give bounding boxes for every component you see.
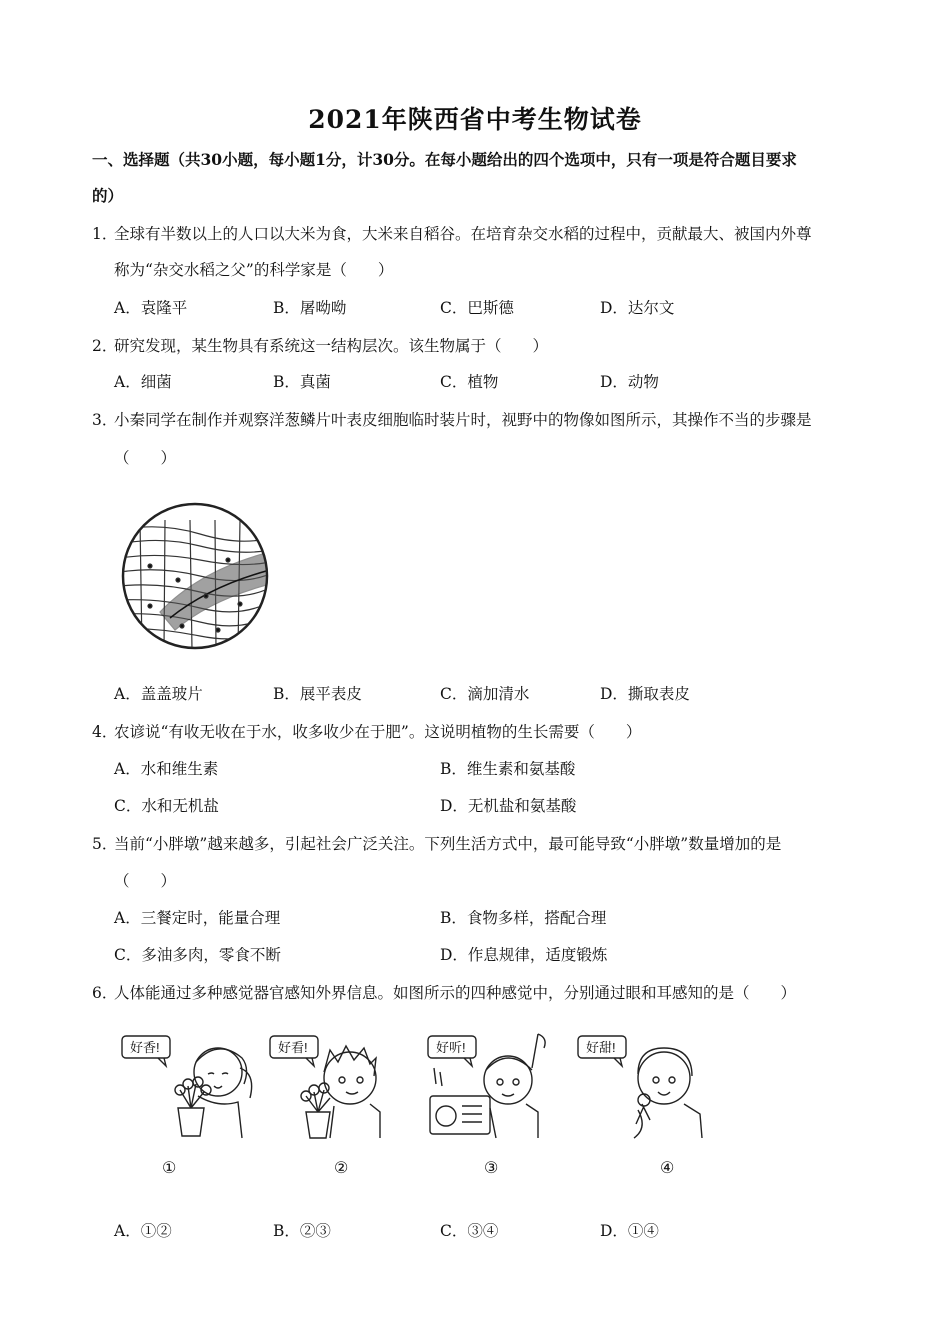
- question-text: 人体能通过多种感觉器官感知外界信息。如图所示的四种感觉中，分别通过眼和耳感知的是（ ）: [114, 984, 797, 1002]
- q1-option-a: A．袁隆平: [114, 299, 188, 317]
- figure-label-1: ①: [162, 1158, 177, 1177]
- bubble-text-1: 好香!: [130, 1040, 160, 1055]
- question-number: 4．: [92, 723, 118, 741]
- q5-option-d: D．作息规律，适度锻炼: [440, 946, 608, 964]
- question-5-stem-cont: （ ）: [114, 872, 177, 890]
- q5-option-b: B．食物多样，搭配合理: [440, 909, 607, 927]
- figure-label-2: ②: [334, 1158, 349, 1177]
- question-number: 2．: [92, 337, 118, 355]
- microscope-view-figure: [120, 500, 270, 652]
- q5-option-c: C．多油多肉，零食不断: [114, 946, 281, 964]
- q6-option-b: B．②③: [273, 1222, 331, 1240]
- senses-figure: [118, 1028, 708, 1143]
- question-number: 6．: [92, 984, 118, 1002]
- figure-label-3: ③: [484, 1158, 499, 1177]
- question-number: 5．: [92, 835, 118, 853]
- question-1-stem: [92, 216, 878, 252]
- question-6-stem: [92, 975, 878, 1011]
- question-text: 农谚说“有收无收在于水，收多收少在于肥”。这说明植物的生长需要（ ）: [114, 723, 642, 741]
- q2-option-a: A．细菌: [114, 373, 172, 391]
- question-text: 当前“小胖墩”越来越多，引起社会广泛关注。下列生活方式中，最可能导致“小胖墩”数量增加的是: [114, 835, 782, 853]
- section-heading-line1: 一、选择题（共30小题，每小题1分，计30分。在每小题给出的四个选项中，只有一项是符合题目要求: [92, 150, 797, 169]
- bubble-text-2: 好看!: [278, 1040, 308, 1055]
- q6-option-c: C．③④: [440, 1222, 499, 1240]
- question-number: 1．: [92, 225, 118, 243]
- question-text: 小秦同学在制作并观察洋葱鳞片叶表皮细胞临时装片时，视野中的物像如图所示，其操作不当的步骤是: [114, 411, 812, 429]
- q3-option-b: B．展平表皮: [273, 685, 362, 703]
- q1-option-b: B．屠呦呦: [273, 299, 347, 317]
- q4-option-d: D．无机盐和氨基酸: [440, 797, 577, 815]
- q2-option-b: B．真菌: [273, 373, 331, 391]
- question-text: 研究发现，某生物具有系统这一结构层次。该生物属于（ ）: [114, 337, 549, 355]
- q3-option-c: C．滴加清水: [440, 685, 530, 703]
- question-3-stem: [92, 402, 878, 438]
- bubble-text-4: 好甜!: [586, 1040, 616, 1055]
- question-2-stem: [92, 328, 878, 364]
- q1-option-d: D．达尔文: [600, 299, 675, 317]
- question-text: 全球有半数以上的人口以大米为食，大米来自稻谷。在培育杂交水稻的过程中，贡献最大、被国内外尊: [114, 225, 812, 243]
- q4-option-b: B．维生素和氨基酸: [440, 760, 576, 778]
- q3-option-d: D．撕取表皮: [600, 685, 690, 703]
- q2-option-d: D．动物: [600, 373, 659, 391]
- q6-option-d: D．①④: [600, 1222, 659, 1240]
- bubble-text-3: 好听!: [436, 1040, 466, 1055]
- question-1-stem-cont: 称为“杂交水稻之父”的科学家是（ ）: [114, 261, 394, 279]
- question-4-stem: [92, 714, 878, 750]
- q4-option-a: A．水和维生素: [114, 760, 219, 778]
- page-title: 2021年陕西省中考生物试卷: [308, 105, 642, 134]
- question-number: 3．: [92, 411, 118, 429]
- question-3-stem-cont: （ ）: [114, 449, 177, 467]
- q1-option-c: C．巴斯德: [440, 299, 514, 317]
- q6-option-a: A．①②: [114, 1222, 172, 1240]
- q3-option-a: A．盖盖玻片: [114, 685, 203, 703]
- question-5-stem: [92, 826, 878, 862]
- figure-label-4: ④: [660, 1158, 675, 1177]
- section-heading-line2: 的）: [92, 186, 124, 205]
- q4-option-c: C．水和无机盐: [114, 797, 219, 815]
- q5-option-a: A．三餐定时，能量合理: [114, 909, 281, 927]
- q2-option-c: C．植物: [440, 373, 499, 391]
